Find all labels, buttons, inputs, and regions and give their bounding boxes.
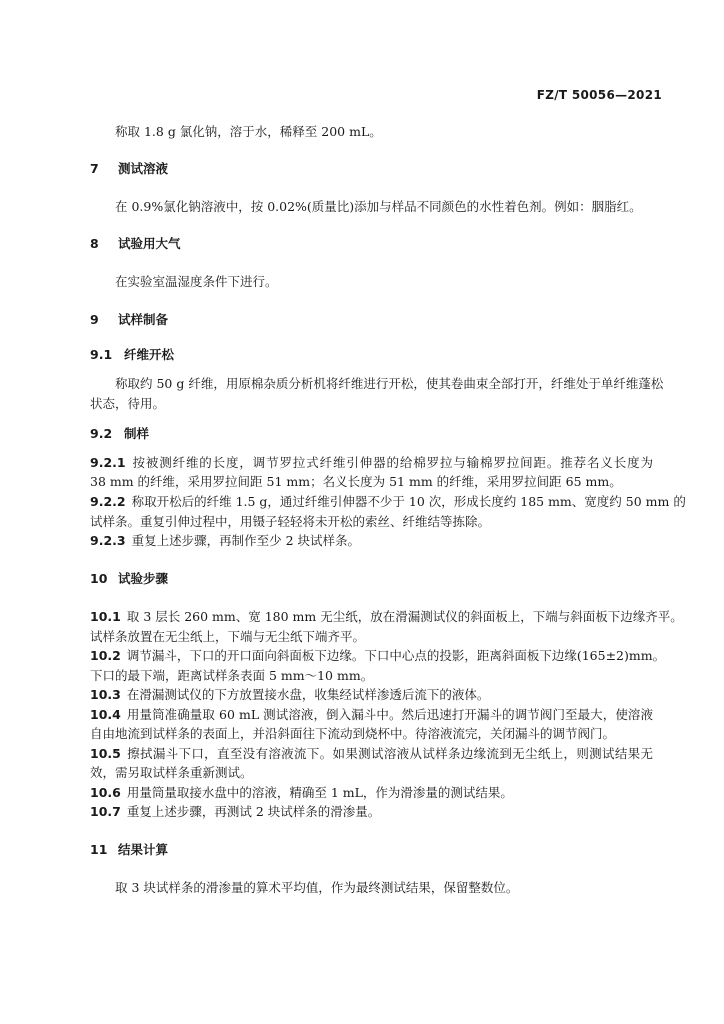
section-number: 9 — [90, 312, 99, 327]
clause-text: 重复上述步骤，再制作至少 2 块试样条。 — [131, 533, 360, 548]
section-8-body: 在实验室温湿度条件下进行。 — [115, 274, 278, 289]
clause-10-1-line-2: 试样条放置在无尘纸上，下端与无尘纸下端齐平。 — [90, 629, 366, 644]
section-title: 试验步骤 — [118, 571, 169, 586]
clause-text: 在滑漏测试仪的下方放置接水盘，收集经试样渗透后流下的液体。 — [126, 687, 490, 702]
section-title: 试验用大气 — [118, 236, 181, 251]
section-title: 测试溶液 — [118, 161, 169, 176]
clause-text: 用量筒量取接水盘中的溶液，精确至 1 mL，作为滑渗量的测试结果。 — [126, 785, 513, 800]
clause-text: 取 3 层长 260 mm、宽 180 mm 无尘纸，放在滑漏测试仪的斜面板上，下端与斜面板下边缘齐平。 — [126, 609, 683, 624]
clause-number: 10.4 — [90, 707, 121, 722]
section-number: 10 — [90, 571, 108, 586]
clause-text: 用量筒准确量取 60 mL 测试溶液，倒入漏斗中。然后迅速打开漏斗的调节阀门至最大，使溶液 — [126, 707, 653, 722]
section-11-heading — [90, 842, 168, 858]
subsection-title: 制样 — [124, 426, 150, 441]
standard-code-header: FZ/T 50056—2021 — [536, 88, 662, 102]
clause-number: 9.2.1 — [90, 455, 126, 470]
intro-text: 称取 1.8 g 氯化钠，溶于水，稀释至 200 mL。 — [115, 124, 382, 139]
clause-9-2-1-line-2: 38 mm 的纤维，采用罗拉间距 51 mm；名义长度为 51 mm 的纤维，采用罗拉间距 65 mm。 — [90, 474, 622, 489]
section-number: 8 — [90, 236, 99, 251]
clause-10-2-line-2: 下口的最下端，距离试样条表面 5 mm～10 mm。 — [90, 668, 374, 683]
clause-text: 调节漏斗，下口的开口面向斜面板下边缘。下口中心点的投影，距离斜面板下边缘(165±2)mm。 — [126, 648, 666, 663]
clause-10-4-line-2: 自由地流到试样条的表面上，并沿斜面往下流动到烧杯中。待溶液流完，关闭漏斗的调节阀门。 — [90, 726, 616, 741]
clause-text: 重复上述步骤，再测试 2 块试样条的滑渗量。 — [126, 804, 381, 819]
subsection-9-2-heading — [90, 426, 149, 442]
subsection-number: 9.2 — [90, 426, 113, 441]
clause-text: 擦拭漏斗下口，直至没有溶液流下。如果测试溶液从试样条边缘流到无尘纸上，则测试结果无 — [126, 746, 653, 761]
section-9-heading — [90, 312, 168, 328]
section-7-heading — [90, 161, 168, 177]
clause-10-7-line-1 — [90, 804, 380, 820]
clause-number: 9.2.3 — [90, 533, 126, 548]
clause-number: 10.6 — [90, 785, 121, 800]
section-10-heading — [90, 571, 168, 587]
subsection-number: 9.1 — [90, 347, 113, 362]
section-8-heading — [90, 236, 181, 252]
clause-text: 称取开松后的纤维 1.5 g，通过纤维引伸器不少于 10 次，形成长度约 185 mm、宽度约 50 mm 的 — [131, 494, 686, 509]
clause-10-3-line-1 — [90, 687, 489, 703]
section-title: 试样制备 — [118, 312, 169, 327]
clause-10-6-line-1 — [90, 785, 513, 801]
section-11-body: 取 3 块试样条的滑渗量的算术平均值，作为最终测试结果，保留整数位。 — [115, 880, 519, 895]
clause-9-2-1-line-1 — [90, 455, 653, 471]
clause-9-2-2-line-2: 试样条。重复引伸过程中，用镊子轻轻将未开松的索丝、纤维结等拣除。 — [90, 514, 491, 529]
clause-9-2-2-line-1 — [90, 494, 686, 510]
clause-10-2-line-1 — [90, 648, 666, 664]
clause-number: 10.2 — [90, 648, 121, 663]
clause-number: 10.7 — [90, 804, 121, 819]
subsection-9-1-body-line-2: 状态，待用。 — [90, 396, 166, 411]
clause-number: 10.1 — [90, 609, 121, 624]
subsection-9-1-body-line-1: 称取约 50 g 纤维，用原棉杂质分析机将纤维进行开松，使其卷曲束全部打开，纤维处于单纤维蓬松 — [115, 376, 664, 391]
section-title: 结果计算 — [118, 842, 169, 857]
clause-10-5-line-2: 效，需另取试样条重新测试。 — [90, 765, 253, 780]
clause-9-2-3-line-1 — [90, 533, 360, 549]
section-number: 11 — [90, 842, 108, 857]
section-7-body: 在 0.9%氯化钠溶液中，按 0.02%(质量比)添加与样品不同颜色的水性着色剂。例如：胭脂红。 — [115, 199, 642, 214]
clause-10-4-line-1 — [90, 707, 653, 723]
subsection-title: 纤维开松 — [124, 347, 175, 362]
clause-number: 9.2.2 — [90, 494, 126, 509]
clause-number: 10.5 — [90, 746, 121, 761]
clause-text: 按被测纤维的长度，调节罗拉式纤维引伸器的给棉罗拉与输棉罗拉间距。推荐名义长度为 — [131, 455, 653, 470]
clause-10-1-line-1 — [90, 609, 683, 625]
subsection-9-1-heading — [90, 347, 174, 363]
clause-number: 10.3 — [90, 687, 121, 702]
section-number: 7 — [90, 161, 99, 176]
clause-10-5-line-1 — [90, 746, 653, 762]
